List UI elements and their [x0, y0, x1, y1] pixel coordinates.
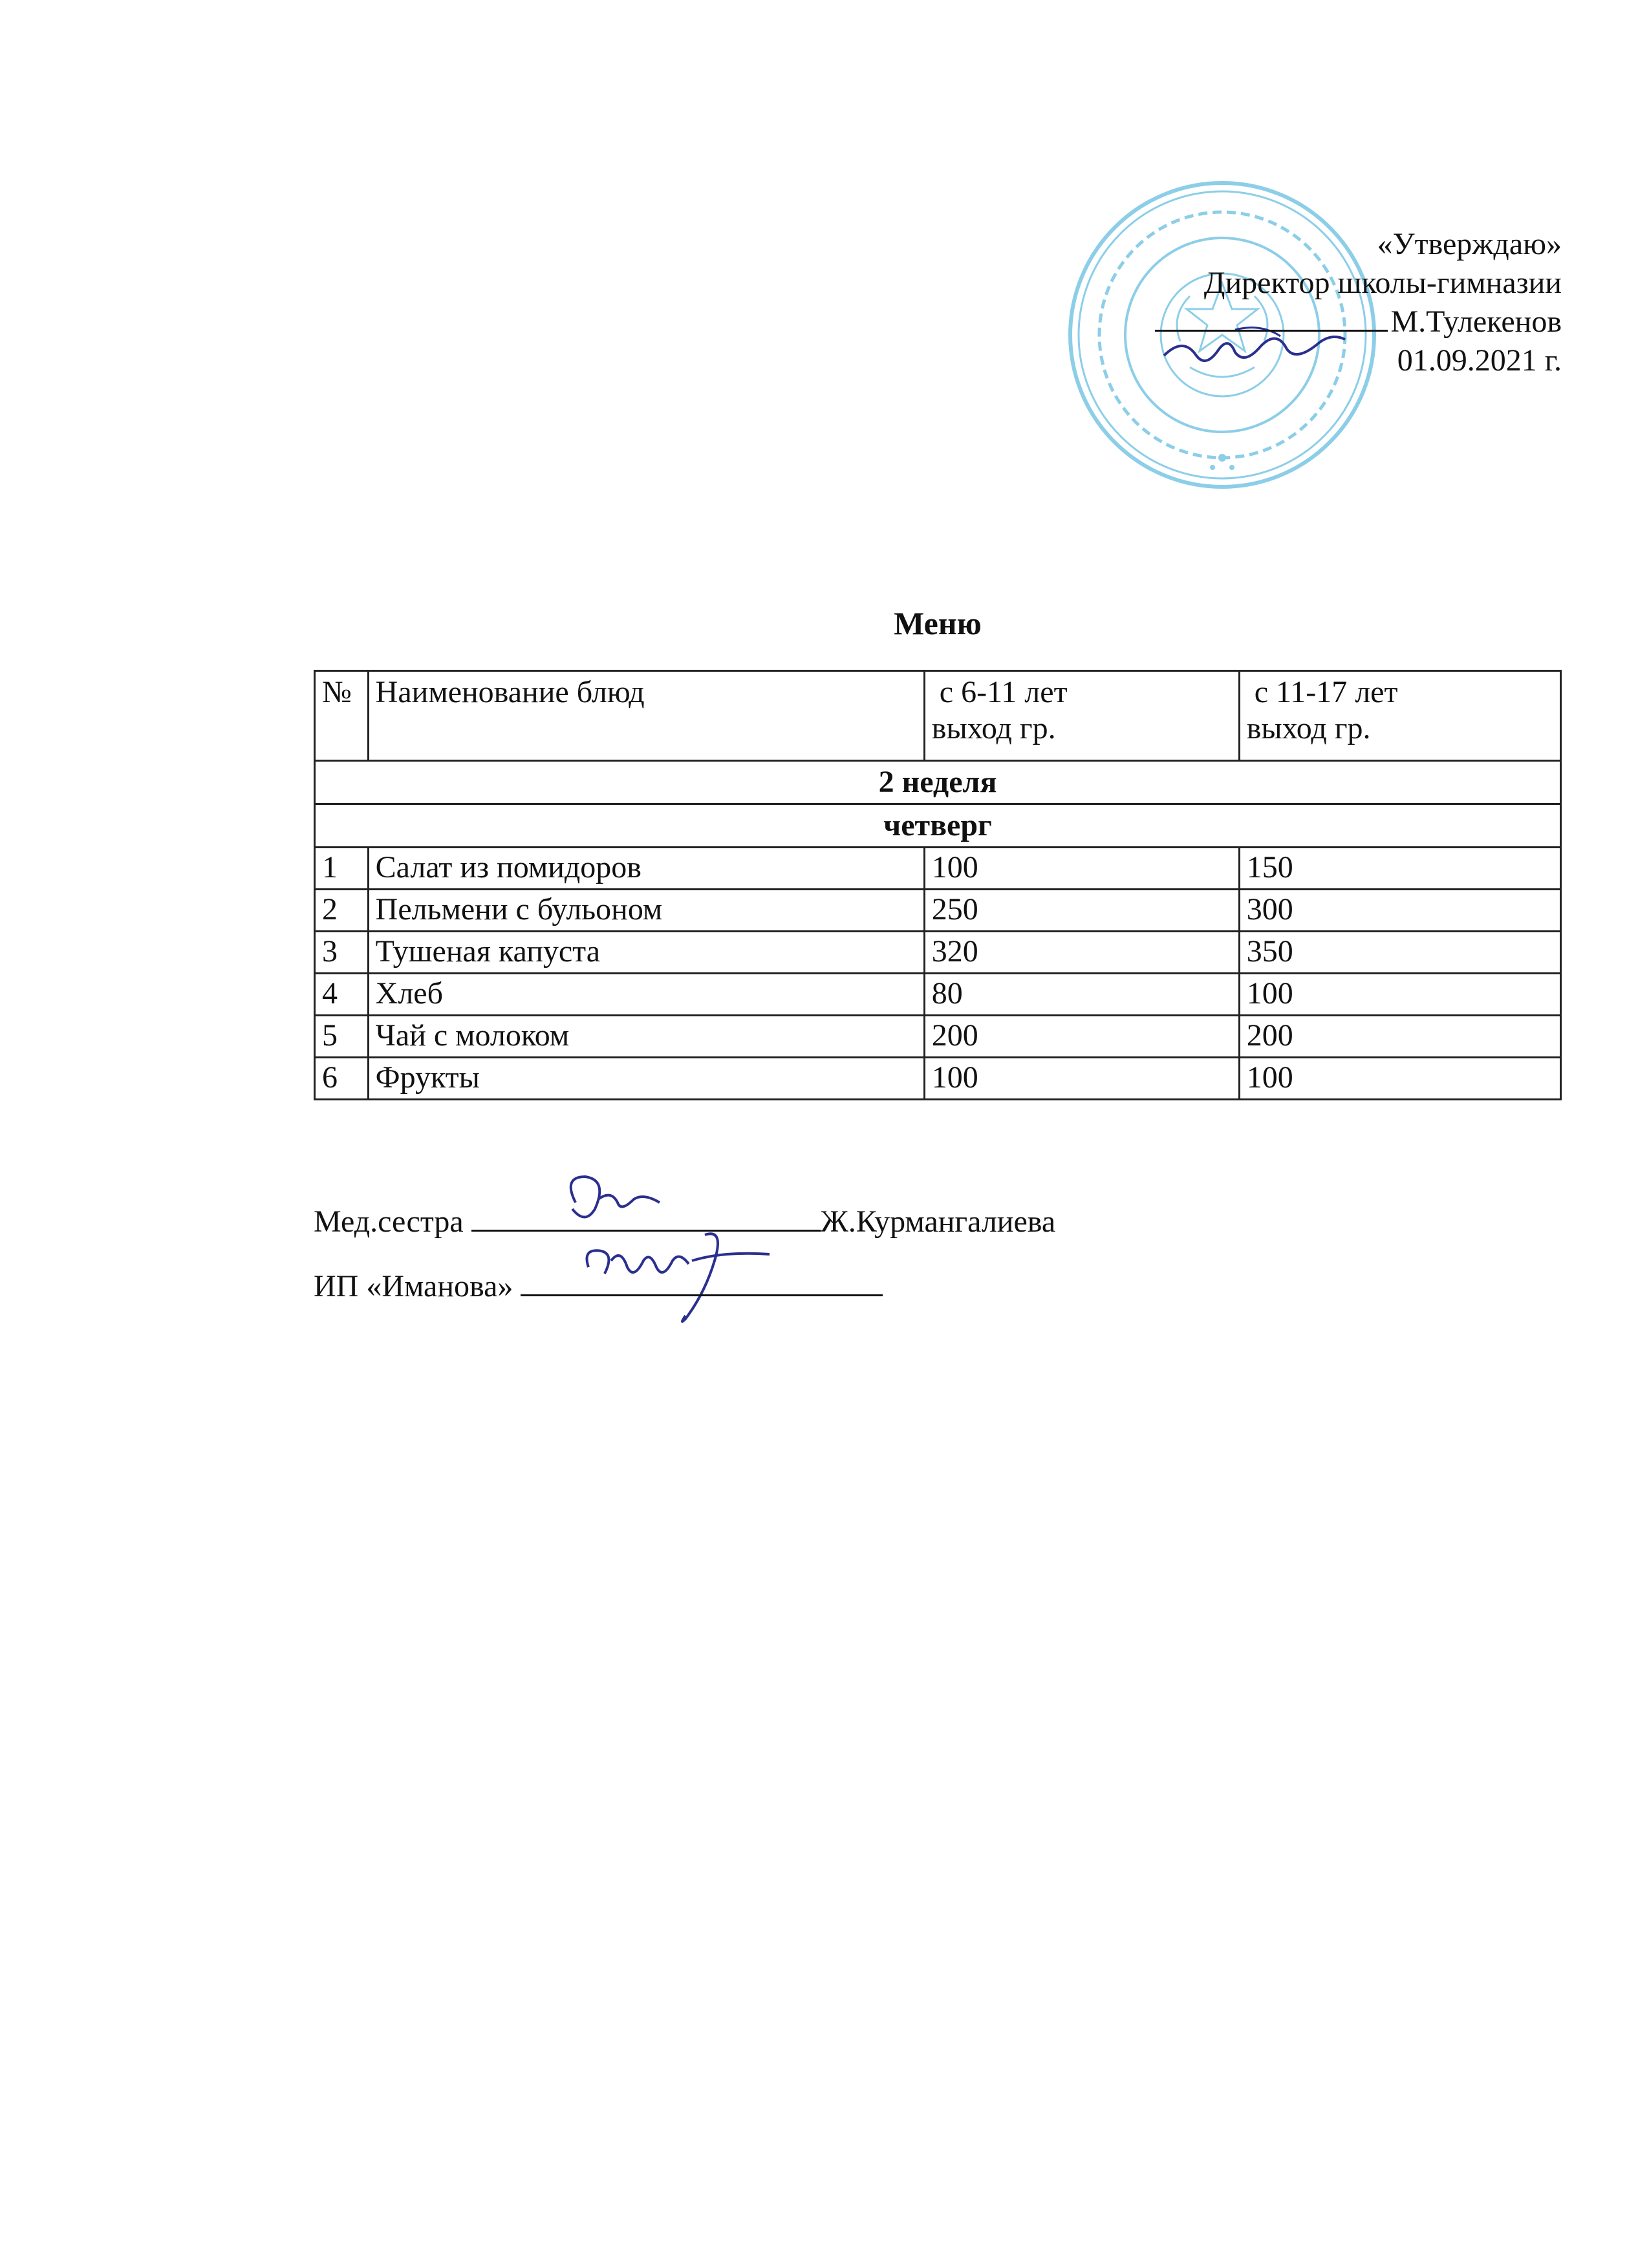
row-portion-11-17: 100: [1239, 1058, 1560, 1100]
row-dish: Пельмени с бульоном: [368, 890, 924, 932]
table-row: [315, 932, 1561, 974]
director-signature-line: [1155, 304, 1388, 332]
footer-signatures: [314, 1190, 1055, 1319]
table-row: [315, 1058, 1561, 1100]
table-row: [315, 974, 1561, 1016]
row-dish: Тушеная капуста: [368, 932, 924, 974]
week-row: [315, 761, 1561, 804]
row-num: 6: [315, 1058, 369, 1100]
header-age-6-11-line2: выход гр.: [931, 711, 1056, 745]
nurse-name: Ж.Курмангалиева: [820, 1204, 1056, 1239]
nurse-row: [314, 1190, 1055, 1254]
row-portion-6-11: 250: [924, 890, 1239, 932]
row-num: 5: [315, 1016, 369, 1058]
approval-name-line: [1070, 303, 1562, 341]
approval-block: [1070, 225, 1562, 380]
row-portion-11-17: 150: [1239, 848, 1560, 890]
row-num: 1: [315, 848, 369, 890]
director-name: М.Тулекенов: [1390, 305, 1562, 339]
ip-row: [314, 1254, 1055, 1319]
row-dish: Фрукты: [368, 1058, 924, 1100]
approval-position: Директор школы-гимназии: [1203, 266, 1562, 300]
ip-label: ИП «Иманова»: [314, 1269, 513, 1303]
row-portion-6-11: 320: [924, 932, 1239, 974]
row-portion-11-17: 350: [1239, 932, 1560, 974]
table-row: [315, 890, 1561, 932]
header-num: №: [315, 671, 369, 761]
row-portion-6-11: 80: [924, 974, 1239, 1016]
page-title: Меню: [894, 605, 982, 641]
nurse-signature-line: [471, 1204, 821, 1232]
table-row: [315, 1016, 1561, 1058]
day-label: четверг: [315, 804, 1561, 848]
row-portion-6-11: 100: [924, 848, 1239, 890]
header-age-11-17-line2: выход гр.: [1246, 711, 1371, 745]
row-dish: Хлеб: [368, 974, 924, 1016]
header-age-6-11: [924, 671, 1239, 761]
row-dish: Чай с молоком: [368, 1016, 924, 1058]
row-portion-6-11: 200: [924, 1016, 1239, 1058]
header-name: Наименование блюд: [368, 671, 924, 761]
approval-date: 01.09.2021 г.: [1397, 343, 1562, 378]
header-age-6-11-line1: с 6-11 лет: [931, 675, 1068, 709]
row-portion-6-11: 100: [924, 1058, 1239, 1100]
week-label: 2 неделя: [315, 761, 1561, 804]
row-dish: Салат из помидоров: [368, 848, 924, 890]
row-num: 2: [315, 890, 369, 932]
ip-signature-line: [521, 1268, 883, 1296]
row-num: 4: [315, 974, 369, 1016]
row-portion-11-17: 200: [1239, 1016, 1560, 1058]
approval-heading: «Утверждаю»: [1377, 227, 1562, 261]
nurse-label: Мед.сестра: [314, 1204, 464, 1239]
table-row: [315, 848, 1561, 890]
row-num: 3: [315, 932, 369, 974]
table-header-row: [315, 671, 1561, 761]
row-portion-11-17: 300: [1239, 890, 1560, 932]
row-portion-11-17: 100: [1239, 974, 1560, 1016]
header-age-11-17-line1: с 11-17 лет: [1246, 675, 1398, 709]
day-row: [315, 804, 1561, 848]
menu-table: [314, 670, 1562, 1100]
header-age-11-17: [1239, 671, 1560, 761]
